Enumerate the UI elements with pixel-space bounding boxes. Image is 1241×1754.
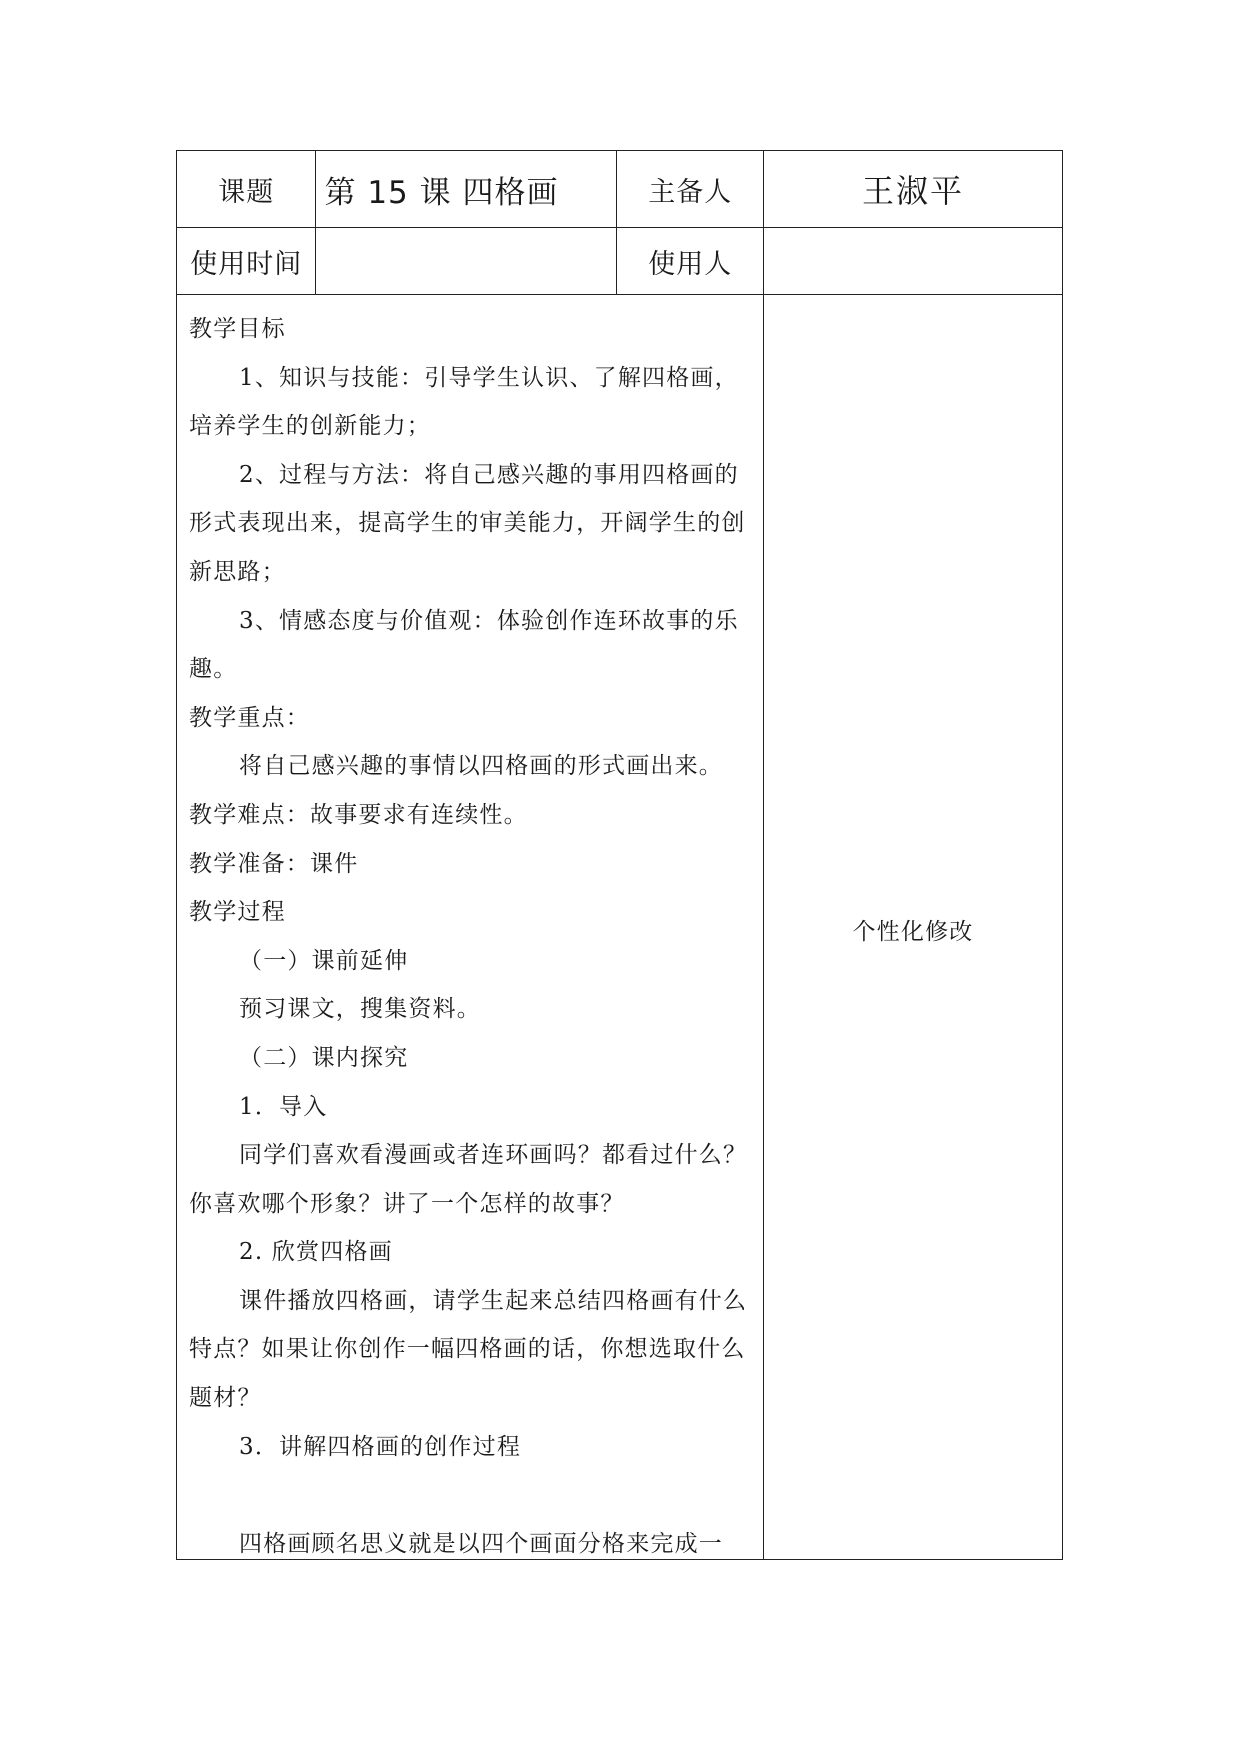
goal-1: 1、知识与技能：引导学生认识、了解四格画，培养学生的创新能力；: [189, 364, 739, 440]
usage-time-value: [316, 228, 617, 295]
user-value: [763, 228, 1062, 295]
content-cell: [177, 295, 764, 1560]
personalization-cell: [763, 295, 1062, 1560]
step-1-title: （一）课前延伸: [239, 947, 409, 974]
lesson-content: [177, 295, 763, 1559]
goals-title: 教学目标: [189, 316, 286, 342]
preparation-text: 教学准备：课件: [189, 850, 359, 877]
preparer-value: 王淑平: [763, 151, 1062, 228]
usage-time-label: 使用时间: [177, 228, 316, 295]
content-row: [177, 295, 1063, 1560]
step-2-title: （二）课内探究: [239, 1044, 409, 1071]
blank-line: [189, 1471, 753, 1520]
sub-2-title: 2. 欣赏四格画: [239, 1239, 393, 1266]
sub-2-text: 课件播放四格画，请学生起来总结四格画有什么特点？如果让你创作一幅四格画的话，你想选取什么题材？: [189, 1287, 748, 1412]
topic-value: 第 15 课 四格画: [316, 151, 617, 228]
goal-2: 2、过程与方法：将自己感兴趣的事用四格画的形式表现出来，提高学生的审美能力，开阔学生的创新思路；: [189, 461, 746, 585]
key-points-text: 将自己感兴趣的事情以四格画的形式画出来。: [239, 753, 723, 780]
key-points-title: 教学重点：: [189, 704, 310, 731]
sub-1-title: 1．导入: [239, 1093, 328, 1120]
header-row-usage: [177, 228, 1063, 295]
topic-label: 课题: [177, 151, 316, 228]
header-row-topic: [177, 151, 1063, 228]
process-title: 教学过程: [189, 899, 286, 926]
sub-3-text: 四格画顾名思义就是以四个画面分格来完成一: [239, 1530, 723, 1557]
lesson-plan-table: [176, 150, 1063, 1560]
preparer-label: 主备人: [617, 151, 763, 228]
sub-1-text: 同学们喜欢看漫画或者连环画吗？都看过什么？你喜欢哪个形象？讲了一个怎样的故事？: [189, 1142, 748, 1217]
difficulty-text: 教学难点：故事要求有连续性。: [189, 801, 528, 828]
personalization-label: 个性化修改: [852, 919, 974, 945]
goal-3: 3、情感态度与价值观：体验创作连环故事的乐趣。: [189, 607, 739, 683]
sub-3-title: 3．讲解四格画的创作过程: [239, 1433, 522, 1460]
user-label: 使用人: [617, 228, 763, 295]
step-1-text: 预习课文，搜集资料。: [239, 996, 481, 1023]
